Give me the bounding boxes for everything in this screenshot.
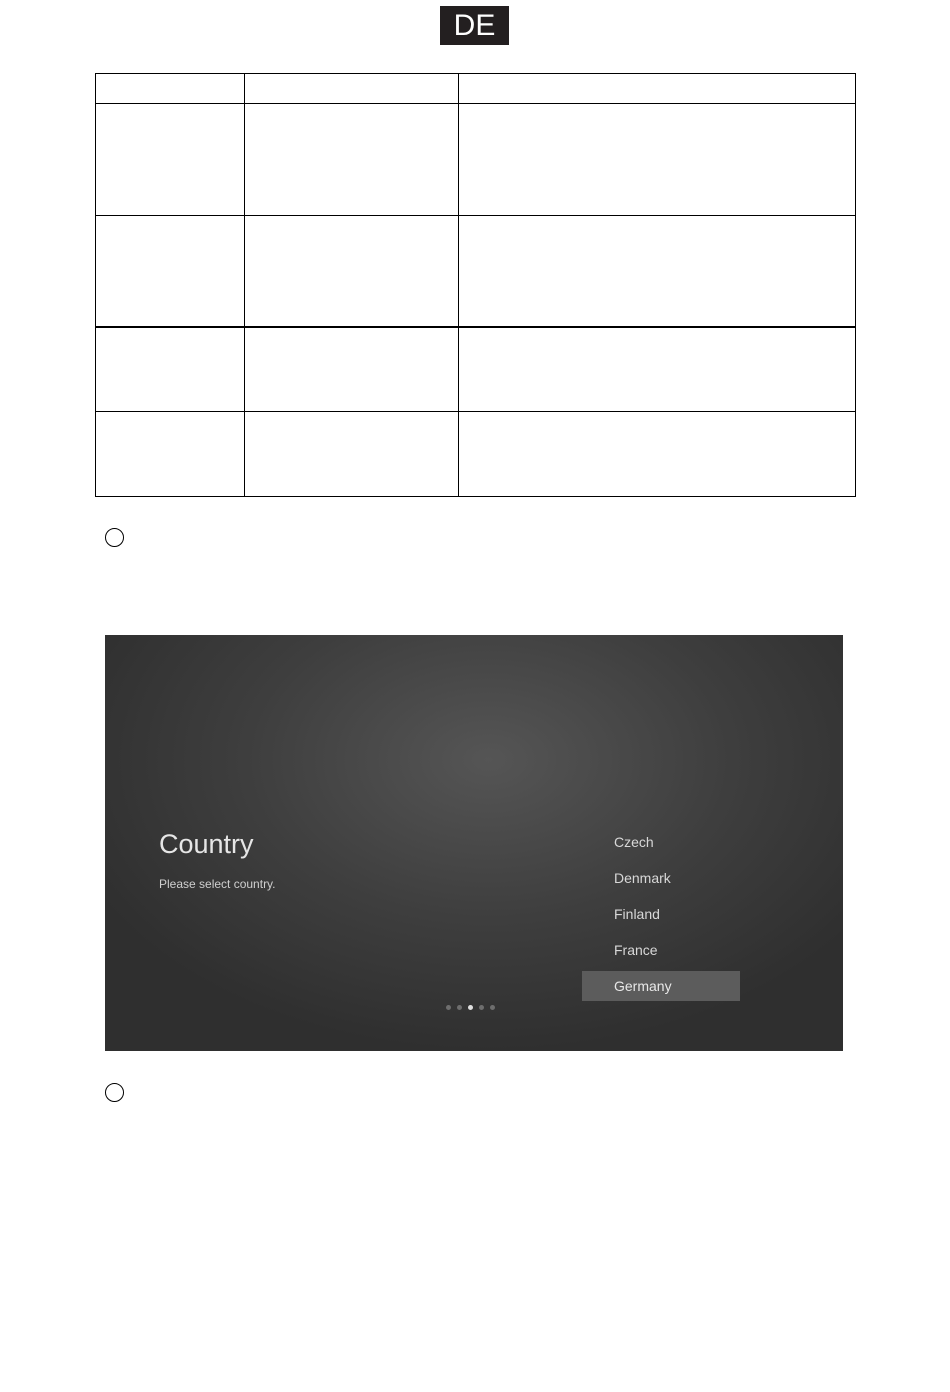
table-cell <box>96 104 245 216</box>
table-cell <box>459 412 856 497</box>
table-header-row <box>96 74 856 104</box>
page-dot <box>479 1005 484 1010</box>
tv-setup-screenshot <box>105 635 843 1051</box>
step-marker-circle-icon <box>105 1083 124 1102</box>
table-cell <box>96 327 245 412</box>
table-row <box>96 104 856 216</box>
country-option-czech[interactable]: Czech <box>614 834 654 850</box>
table-cell <box>245 74 459 104</box>
page-dot-active <box>468 1005 473 1010</box>
screen-subtitle: Please select country. <box>159 877 276 891</box>
table-cell <box>96 216 245 328</box>
country-option-germany[interactable]: Germany <box>582 971 740 1001</box>
page-dot <box>446 1005 451 1010</box>
step-marker-circle-icon <box>105 528 124 547</box>
country-option-france[interactable]: France <box>614 942 658 958</box>
country-option-finland[interactable]: Finland <box>614 906 660 922</box>
table-cell <box>245 327 459 412</box>
table-cell <box>459 104 856 216</box>
table-cell <box>96 412 245 497</box>
country-option-denmark[interactable]: Denmark <box>614 870 671 886</box>
table-cell <box>245 104 459 216</box>
page-dot <box>457 1005 462 1010</box>
table-cell <box>245 216 459 328</box>
screen-title: Country <box>159 829 254 859</box>
specification-table <box>95 73 856 497</box>
table-row <box>96 327 856 412</box>
table-cell <box>459 216 856 328</box>
language-badge: DE <box>440 6 509 45</box>
country-list <box>582 827 740 1007</box>
table-row <box>96 216 856 328</box>
page-indicator <box>446 1005 495 1011</box>
table-row <box>96 412 856 497</box>
table-cell <box>96 74 245 104</box>
table-cell <box>459 74 856 104</box>
page-dot <box>490 1005 495 1010</box>
table-cell <box>459 327 856 412</box>
table-cell <box>245 412 459 497</box>
